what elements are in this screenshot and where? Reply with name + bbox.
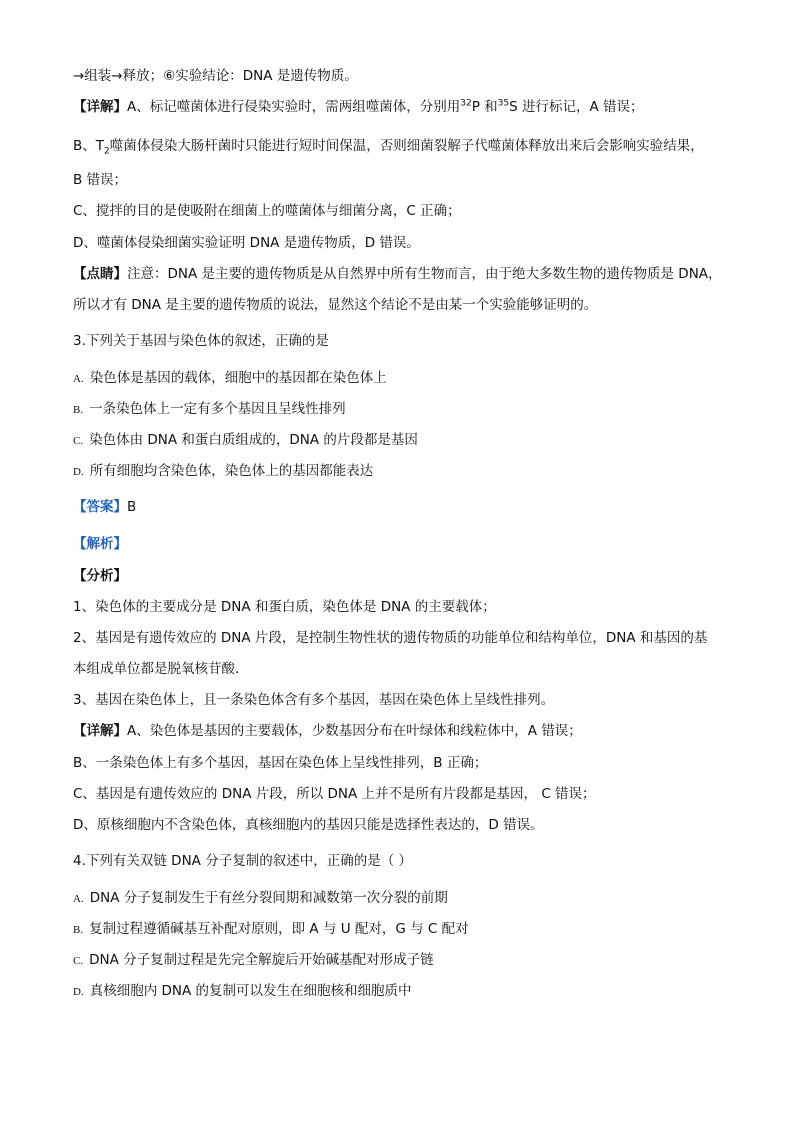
fenxi-tag: 【分析】 bbox=[73, 568, 127, 584]
detail-line bbox=[73, 97, 723, 117]
option-text: 真核细胞内 DNA 的复制可以发生在细胞核和细胞质中 bbox=[89, 983, 412, 999]
question-stem: 3.下列关于基因与染色体的叙述，正确的是 bbox=[73, 333, 329, 349]
option-text: 染色体由 DNA 和蛋白质组成的，DNA 的片段都是基因 bbox=[89, 432, 418, 448]
text-line: D、噬菌体侵染细菌实验证明 DNA 是遗传物质，D 错误。 bbox=[73, 235, 420, 251]
note-line bbox=[73, 264, 723, 284]
detail-line bbox=[73, 721, 723, 741]
option-d bbox=[73, 461, 723, 482]
option-text: DNA 分子复制过程是先完全解旋后开始碱基配对形成子链 bbox=[89, 952, 434, 968]
option-d bbox=[73, 981, 723, 1002]
detail-tag: 【详解】 bbox=[73, 723, 127, 739]
option-a bbox=[73, 888, 723, 909]
text-span: 注意：DNA 是主要的遗传物质是从自然界中所有生物而言，由于绝大多数生物的遗传物质是 DNA， bbox=[127, 266, 722, 282]
text-span: A、染色体是基因的主要载体，少数基因分布在叶绿体和线粒体中，A 错误； bbox=[127, 723, 582, 739]
text-line: B 错误； bbox=[73, 172, 128, 188]
text-line: C、搅拌的目的是使吸附在细菌上的噬菌体与细菌分离，C 正确； bbox=[73, 203, 461, 219]
answer-line bbox=[73, 497, 723, 517]
detail-line: C、基因是有遗传效应的 DNA 片段，所以 DNA 上并不是所有片段都是基因， C 错误； bbox=[73, 786, 596, 802]
isotope-superscript: 32 bbox=[460, 98, 472, 109]
option-text: 染色体是基因的载体，细胞中的基因都在染色体上 bbox=[89, 370, 387, 386]
question-stem: 4.下列有关双链 DNA 分子复制的叙述中，正确的是（ ） bbox=[73, 853, 412, 869]
text-line: →组装→释放；⑥实验结论：DNA 是遗传物质。 bbox=[73, 68, 358, 84]
option-letter: C. bbox=[73, 955, 84, 967]
option-letter: A. bbox=[73, 893, 84, 905]
option-letter: B. bbox=[73, 924, 84, 936]
option-letter: C. bbox=[73, 435, 84, 447]
text-span: S 进行标记，A 错误； bbox=[509, 99, 644, 115]
fenxi-line: 3、基因在染色体上，且一条染色体含有多个基因，基因在染色体上呈线性排列。 bbox=[73, 692, 555, 708]
option-c bbox=[73, 950, 723, 971]
option-letter: D. bbox=[73, 466, 84, 478]
fenxi-line: 1、染色体的主要成分是 DNA 和蛋白质，染色体是 DNA 的主要载体； bbox=[73, 599, 496, 615]
text-line bbox=[73, 136, 723, 156]
option-text: 一条染色体上一定有多个基因且呈线性排列 bbox=[89, 401, 346, 417]
option-letter: D. bbox=[73, 986, 84, 998]
answer-value: B bbox=[127, 499, 137, 515]
fenxi-line: 本组成单位都是脱氧核苷酸． bbox=[73, 661, 249, 677]
option-c bbox=[73, 430, 723, 451]
text-span: B、T bbox=[73, 138, 105, 154]
detail-tag: 【详解】 bbox=[73, 99, 127, 115]
option-b bbox=[73, 919, 723, 940]
isotope-superscript: 35 bbox=[497, 98, 510, 109]
note-tag: 【点睛】 bbox=[73, 266, 127, 282]
option-letter: B. bbox=[73, 404, 84, 416]
analysis-tag: 【解析】 bbox=[73, 536, 127, 552]
option-text: 复制过程遵循碱基互补配对原则，即 A 与 U 配对，G 与 C 配对 bbox=[89, 921, 469, 937]
detail-line: B、一条染色体上有多个基因，基因在染色体上呈线性排列，B 正确； bbox=[73, 755, 488, 771]
text-span: P 和 bbox=[471, 99, 498, 115]
text-line: 所以才有 DNA 是主要的遗传物质的说法，显然这个结论不是由某一个实验能够证明的。 bbox=[73, 297, 598, 313]
analysis-heading bbox=[73, 534, 723, 554]
option-b bbox=[73, 399, 723, 420]
option-a bbox=[73, 368, 723, 389]
fenxi-heading bbox=[73, 566, 723, 586]
option-letter: A. bbox=[73, 373, 84, 385]
detail-line: D、原核细胞内不含染色体，真核细胞内的基因只能是选择性表达的，D 错误。 bbox=[73, 817, 544, 833]
option-text: DNA 分子复制发生于有丝分裂间期和减数第一次分裂的前期 bbox=[89, 890, 448, 906]
subscript: 2 bbox=[104, 146, 110, 156]
text-span: 噬菌体侵染大肠杆菌时只能进行短时间保温，否则细菌裂解子代噬菌体释放出来后会影响实验结果， bbox=[109, 138, 704, 154]
text-span: A、标记噬菌体进行侵染实验时，需两组噬菌体，分别用 bbox=[127, 99, 461, 115]
option-text: 所有细胞均含染色体，染色体上的基因都能表达 bbox=[89, 463, 374, 479]
fenxi-line: 2、基因是有遗传效应的 DNA 片段，是控制生物性状的遗传物质的功能单位和结构单位，DNA 和基因的基 bbox=[73, 630, 708, 646]
answer-tag: 【答案】 bbox=[73, 499, 127, 515]
